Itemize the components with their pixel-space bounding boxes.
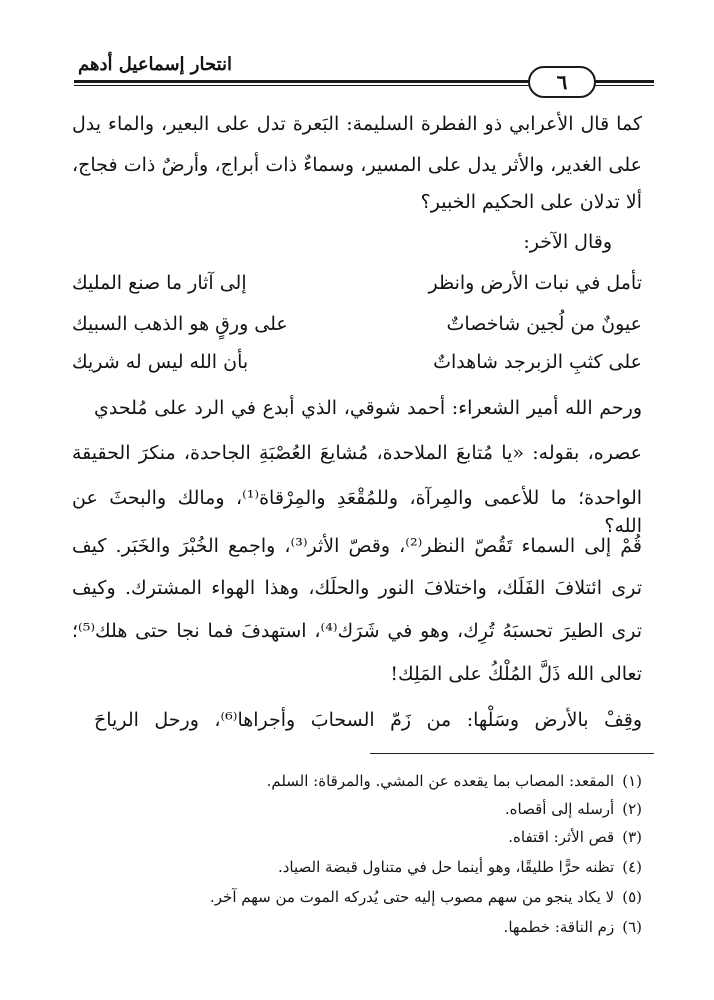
paragraph-2-line-2: عصره، بقوله: «يا مُتابعَ الملاحدة، مُشايعَ العُصْبَةِ الجاحدة، منكرَ الحقيقة	[72, 442, 642, 464]
verse-3-second-hemistich: بأن الله ليس له شريك	[72, 351, 249, 373]
verse-2-second-hemistich: على ورقٍ هو الذهب السبيك	[72, 313, 288, 335]
footnote-2	[82, 798, 642, 820]
verse-1-first-hemistich: تأمل في نبات الأرض وانظر	[428, 272, 642, 294]
footnote-1	[82, 770, 642, 792]
footnote-4	[82, 856, 642, 878]
footnote-1-text: المقعد: المصاب بما يقعده عن المشي. والمرقاة: السلم.	[266, 772, 615, 790]
paragraph-4-line-1: وقِفْ بالأرض وسَلْها: من زَمّ السحابَ وأجراها⁽⁶⁾، ورحل الرياحَ	[94, 709, 642, 731]
footnote-3-text: قص الأثر: اقتفاه.	[508, 828, 615, 846]
footnote-4-number: (٤)	[622, 858, 642, 876]
footnote-1-number: (١)	[622, 772, 642, 790]
paragraph-1-line-1: كما قال الأعرابي ذو الفطرة السليمة: البَعرة تدل على البعير، والماء يدل	[72, 113, 642, 135]
verse-1-second-hemistich: إلى آثار ما صنع المليك	[72, 272, 247, 294]
verse-3	[72, 347, 642, 377]
footnote-6-text: زم الناقة: خطمها.	[503, 918, 615, 936]
footnote-6	[82, 916, 642, 938]
verse-3-first-hemistich: على كثبِ الزبرجد شاهداتٌ	[433, 351, 642, 373]
footnote-2-text: أرسله إلى أقصاه.	[504, 800, 615, 818]
footnote-5-text: لا يكاد ينجو من سهم مصوب إليه حتى يُدركه الموت من سهم آخر.	[210, 888, 615, 906]
paragraph-3-line-3: ترى الطيرَ تحسبَهُ تُرِك، وهو في شَرَك⁽⁴⁾، استهدفَ فما نجا حتى هلك⁽⁵⁾؛	[72, 620, 642, 642]
footnote-3	[82, 826, 642, 848]
paragraph-3-line-2: ترى ائتلافَ الفَلَك، واختلافَ النور والحلَك، وهذا الهواء المشترك. وكيف	[72, 577, 642, 599]
poem-intro: وقال الآخر:	[523, 231, 612, 253]
footnote-5	[82, 886, 642, 908]
verse-2	[72, 309, 642, 339]
footnote-4-text: تظنه حرًّا طليقًا، وهو أينما حل في متناول قبضة الصياد.	[277, 858, 615, 876]
footnote-3-number: (٣)	[622, 828, 642, 846]
paragraph-3-line-4: تعالى الله ذَلَّ المُلْكُ على المَلِك!	[390, 663, 642, 685]
paragraph-1-line-3: ألا تدلان على الحكيم الخبير؟	[420, 191, 642, 213]
verse-2-first-hemistich: عيونٌ من لُجين شاخصاتٌ	[446, 313, 642, 335]
verse-1	[72, 268, 642, 298]
paragraph-2-line-1: ورحم الله أمير الشعراء: أحمد شوقي، الذي أبدع في الرد على مُلحدي	[94, 397, 642, 419]
page-number: ٦	[528, 66, 596, 98]
footnote-separator	[370, 753, 654, 754]
running-header-title: انتحار إسماعيل أدهم	[78, 54, 233, 75]
footnote-2-number: (٢)	[622, 800, 642, 818]
footnote-6-number: (٦)	[622, 918, 642, 936]
footnote-5-number: (٥)	[622, 888, 642, 906]
paragraph-2-line-3: الواحدة؛ ما للأعمى والمِرآة، وللمُقْعَدِ والمِرْقاة⁽¹⁾، ومالك والبحثَ عن الله؟	[72, 487, 643, 537]
paragraph-3-line-1: قُمْ إلى السماء تَقُصّ النظر⁽²⁾، وقصّ الأثر⁽³⁾، واجمع الخُبْرَ والخَبَر. كيف	[72, 535, 643, 557]
paragraph-1-line-2: على الغدير، والأثر يدل على المسير، وسماءٌ ذات أبراج، وأرضٌ ذات فجاج،	[72, 154, 642, 176]
